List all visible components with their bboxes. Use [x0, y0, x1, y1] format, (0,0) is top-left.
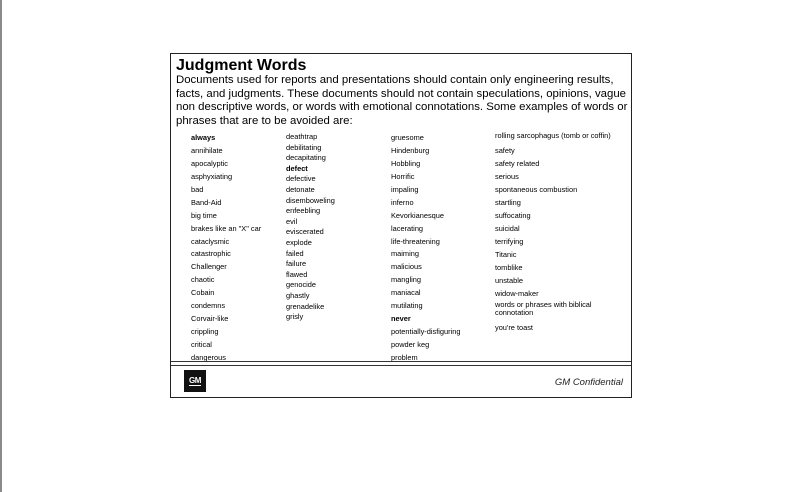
- word-column-1: [191, 132, 281, 365]
- list-item: evil: [286, 216, 298, 226]
- list-item: startling: [495, 198, 521, 208]
- confidential-label: GM Confidential: [554, 377, 623, 388]
- list-item: decapitating: [286, 153, 326, 163]
- list-item: safety: [495, 146, 515, 156]
- list-item: failure: [286, 259, 307, 269]
- list-item: mangling: [391, 275, 421, 285]
- list-item: brakes like an "X" car: [191, 223, 262, 233]
- list-item: suicidal: [495, 224, 520, 234]
- list-item: inferno: [391, 197, 414, 207]
- list-item: Challenger: [191, 262, 227, 272]
- list-item: words or phrases with biblical connotation: [495, 299, 592, 317]
- page-title: Judgment Words: [176, 57, 307, 74]
- list-item: spontaneous combustion: [495, 185, 578, 195]
- list-item: deathtrap: [286, 132, 318, 141]
- list-item: defect: [286, 163, 308, 173]
- list-item: cataclysmic: [191, 236, 230, 246]
- list-item: dangerous: [191, 352, 226, 362]
- list-item: maniacal: [391, 288, 421, 298]
- list-item: maiming: [391, 249, 419, 259]
- list-item: ghastly: [286, 290, 310, 300]
- list-item: enfeebling: [286, 206, 321, 216]
- list-item: big time: [191, 210, 217, 220]
- list-item: mutilating: [391, 301, 423, 311]
- list-item: Titanic: [495, 249, 517, 259]
- list-item: tomblike: [495, 262, 523, 272]
- logo-text: GM: [189, 375, 201, 385]
- list-item: asphyxiating: [191, 171, 233, 181]
- word-column-3: [391, 132, 486, 365]
- list-item: potentially-disfiguring: [391, 327, 461, 337]
- list-item: annihilate: [191, 145, 223, 155]
- list-item: detonate: [286, 184, 315, 194]
- list-item: Cobain: [191, 288, 215, 298]
- list-item: genocide: [286, 280, 316, 290]
- list-item: suffocating: [495, 211, 531, 221]
- list-item: Horrific: [391, 171, 415, 181]
- list-item: serious: [495, 172, 519, 182]
- list-item: debilitating: [286, 142, 322, 152]
- word-column-4: [495, 132, 627, 335]
- list-item: condemns: [191, 301, 226, 311]
- list-item: apocalyptic: [191, 158, 228, 168]
- list-item: chaotic: [191, 275, 215, 285]
- list-item: gruesome: [391, 133, 424, 142]
- gm-logo: [184, 370, 206, 392]
- list-item: critical: [191, 340, 212, 349]
- list-item: disemboweling: [286, 195, 335, 205]
- window-left-edge: [0, 0, 2, 492]
- list-item: Kevorkianesque: [391, 210, 445, 220]
- list-item: unstable: [495, 275, 523, 285]
- list-item: catastrophic: [191, 249, 231, 259]
- list-item: Corvair-like: [191, 314, 229, 324]
- list-item: impaling: [391, 184, 419, 194]
- list-item: grenadelike: [286, 301, 325, 311]
- list-item: lacerating: [391, 223, 424, 233]
- list-item: bad: [191, 184, 204, 194]
- list-item: rolling sarcophagus (tomb or coffin): [495, 131, 611, 140]
- list-item: widow-maker: [495, 288, 539, 298]
- list-item: eviscerated: [286, 227, 324, 237]
- list-item: problem: [391, 352, 418, 362]
- list-item: crippling: [191, 327, 219, 337]
- slide-page: [170, 53, 632, 398]
- list-item: never: [391, 314, 411, 324]
- list-item: you're toast: [495, 323, 533, 333]
- list-item: safety related: [495, 159, 540, 169]
- word-column-2: [286, 132, 381, 323]
- list-item: life-threatening: [391, 236, 440, 246]
- list-item: failed: [286, 248, 304, 258]
- list-item: Hobbling: [391, 158, 421, 168]
- list-item: Hindenburg: [391, 145, 430, 155]
- list-item: flawed: [286, 269, 308, 279]
- list-item: malicious: [391, 262, 422, 272]
- intro-paragraph: Documents used for reports and presentations should contain only engineering results, facts, and judgments. These documents should not contain speculations, opinions, vague non descriptive words, or words with emotional connotations. Some examples of words or phrases that are to be avoided are:: [176, 74, 628, 127]
- list-item: grisly: [286, 312, 304, 322]
- footer-divider-top: [171, 361, 631, 362]
- list-item: explode: [286, 237, 312, 247]
- list-item: always: [191, 133, 216, 142]
- list-item: terrifying: [495, 236, 524, 246]
- footer-divider-bottom: [171, 365, 631, 366]
- list-item: powder keg: [391, 340, 430, 349]
- list-item: Band-Aid: [191, 197, 222, 207]
- list-item: defective: [286, 174, 316, 184]
